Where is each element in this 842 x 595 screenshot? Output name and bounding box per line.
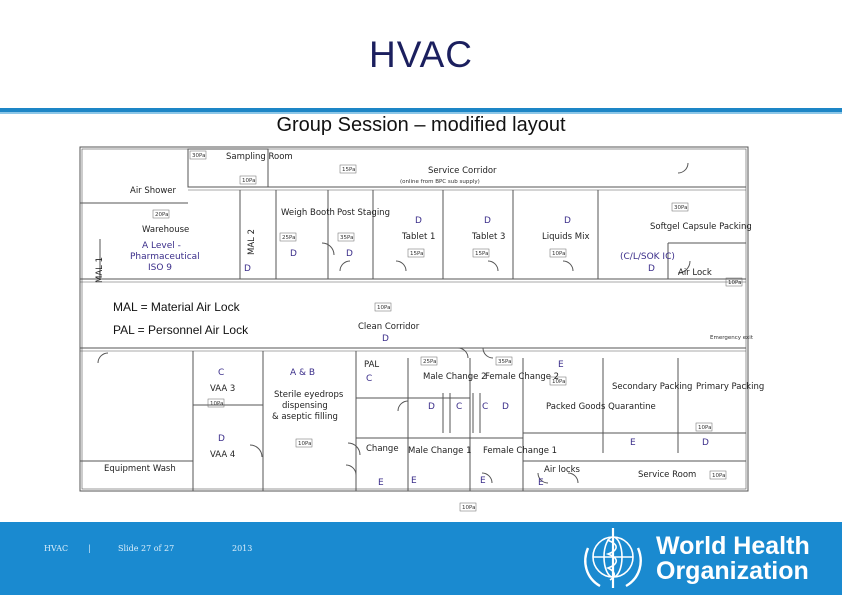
pressure-tag: 10Pa: [210, 401, 224, 407]
room-softgel: Softgel Capsule Packing: [650, 222, 752, 232]
grade-letter: D: [218, 434, 225, 444]
pressure-tag: 10Pa: [552, 379, 566, 385]
grade-letter: D: [290, 249, 297, 259]
pressure-tag: 25Pa: [282, 235, 296, 241]
room-tablet3: Tablet 3: [472, 232, 506, 242]
legend-mal: MAL = Material Air Lock: [113, 300, 240, 314]
room-change: Change: [366, 444, 399, 454]
room-sterile: dispensing: [282, 401, 328, 411]
room-sampling: Sampling Room: [226, 152, 293, 162]
who-name-line1: World Health: [656, 532, 810, 560]
footer-slide-number: Slide 27 of 27: [118, 544, 175, 553]
grade-letter: E: [411, 476, 417, 486]
room-sterile: Sterile eyedrops: [274, 390, 344, 400]
pressure-tag: 10Pa: [698, 425, 712, 431]
room-pal: PAL: [364, 360, 380, 370]
room-secondary-packing: Secondary Packing: [612, 382, 693, 392]
grade-letter: D: [428, 402, 435, 412]
pressure-tag: 30Pa: [674, 205, 688, 211]
grade-letter: D: [702, 438, 709, 448]
grade-letter: E: [558, 360, 564, 370]
pressure-tag: 15Pa: [410, 251, 424, 257]
pressure-tag: 10Pa: [728, 280, 742, 286]
room-air-lock: Air Lock: [678, 268, 712, 278]
grade-letter: E: [538, 478, 544, 488]
room-vaa3: VAA 3: [210, 384, 236, 394]
pressure-tag: 10Pa: [242, 178, 256, 184]
room-service: Service Room: [638, 470, 697, 480]
slide-title: HVAC: [368, 34, 474, 75]
footer-separator: |: [88, 544, 91, 553]
room-primary-packing: Primary Packing: [696, 382, 765, 392]
room-weigh-booth: Weigh Booth: [281, 208, 335, 218]
outer-wall: [80, 147, 748, 491]
footer-topic: HVAC: [44, 544, 69, 553]
room-male-change1: Male Change 1: [408, 446, 472, 456]
grade-letter: D: [415, 216, 422, 226]
grade-letter: D: [346, 249, 353, 259]
grade-letter: D: [502, 402, 509, 412]
pressure-tag: 20Pa: [155, 212, 169, 218]
room-female-change1: Female Change 1: [483, 446, 558, 456]
footer-year: 2013: [232, 544, 253, 553]
pressure-tag: 35Pa: [340, 235, 354, 241]
pressure-tag: 10Pa: [552, 251, 566, 257]
grade-letter: C: [456, 402, 463, 412]
pressure-tag: 10Pa: [298, 441, 312, 447]
corridor-service: Service Corridor: [428, 166, 497, 176]
corridor-service-note: (online from BPC sub supply): [400, 179, 480, 185]
softgel-codes: (C/L/SOK IC): [620, 252, 675, 262]
corridor-clean-grade: D: [382, 334, 389, 344]
pressure-tag: 10Pa: [462, 505, 476, 511]
room-male-change2: Male Change 2: [423, 372, 487, 382]
grade-letter: D: [648, 264, 655, 274]
room-warehouse: Warehouse: [142, 225, 190, 235]
legend-pal: PAL = Personnel Air Lock: [113, 323, 249, 337]
room-vaa4: VAA 4: [210, 450, 236, 460]
warehouse-note: Pharmaceutical: [130, 252, 200, 262]
grade-letter: C: [366, 374, 373, 384]
room-sterile: & aseptic filling: [272, 412, 338, 422]
pressure-tag: 10Pa: [712, 473, 726, 479]
emergency-exit: Emergency exit: [710, 335, 753, 341]
room-equipment-wash: Equipment Wash: [104, 464, 176, 474]
warehouse-note: A Level -: [142, 241, 181, 251]
room-air-shower: Air Shower: [130, 186, 177, 196]
grade-letter: D: [244, 264, 251, 274]
pressure-tag: 35Pa: [498, 359, 512, 365]
room-tablet1: Tablet 1: [402, 232, 436, 242]
room-packed-goods: Packed Goods Quarantine: [546, 402, 656, 412]
room-liquids-mix: Liquids Mix: [542, 232, 590, 242]
grade-letter: E: [480, 476, 486, 486]
grade-letter: D: [564, 216, 571, 226]
warehouse-note: ISO 9: [148, 263, 173, 273]
slide-subtitle: Group Session – modified layout: [276, 114, 566, 136]
grade-letter: E: [630, 438, 636, 448]
room-mal2: MAL 2: [247, 229, 257, 255]
pressure-tag: 15Pa: [475, 251, 489, 257]
grade-letter: C: [218, 368, 225, 378]
grade-letter: D: [484, 216, 491, 226]
who-emblem: [574, 522, 652, 595]
room-female-change2: Female Change 2: [485, 372, 560, 382]
room-mal1: MAL 1: [95, 257, 105, 283]
pressure-tag: 15Pa: [342, 167, 356, 173]
grade-letter: E: [378, 478, 384, 488]
who-name-line2: Organization: [656, 557, 809, 585]
grade-letter: C: [482, 402, 489, 412]
pressure-tag: 10Pa: [377, 305, 391, 311]
corridor-clean: Clean Corridor: [358, 322, 420, 332]
grade-letter: A & B: [290, 368, 316, 378]
pressure-tag: 30Pa: [192, 153, 206, 159]
pressure-tag: 25Pa: [423, 359, 437, 365]
room-post-staging: Post Staging: [337, 208, 390, 218]
room-air-locks: Air locks: [544, 465, 580, 475]
